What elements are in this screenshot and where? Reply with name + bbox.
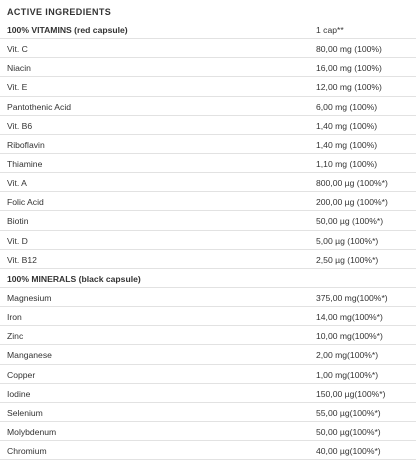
ingredient-amount: 5,00 µg (100%*) [316,235,379,246]
ingredient-name: Iron [7,312,22,323]
ingredient-name: Biotin [7,216,29,227]
ingredient-name: Magnesium [7,292,52,303]
vitamins-header-label: 100% VITAMINS (red capsule) [7,25,128,35]
table-row [0,39,416,58]
ingredient-amount: 375,00 mg(100%*) [316,292,388,303]
ingredient-name: Iodine [7,388,31,399]
table-row [0,154,416,173]
ingredient-amount: 80,00 mg (100%) [316,44,382,55]
ingredient-name: Copper [7,369,36,380]
ingredient-amount: 200,00 µg (100%*) [316,197,388,208]
ingredient-amount: 1,10 mg (100%) [316,158,378,169]
table-row [0,97,416,116]
minerals-header-label: 100% MINERALS (black capsule) [7,273,141,284]
table-row [0,365,416,384]
ingredients-table [0,20,416,460]
table-row [0,422,416,441]
ingredient-name: Vit. B6 [7,120,33,131]
ingredient-amount: 1,40 mg (100%) [316,120,378,131]
ingredient-amount: 14,00 mg(100%*) [316,312,383,323]
table-row [0,173,416,192]
ingredient-amount: 800,00 µg (100%*) [316,178,388,189]
table-row [0,384,416,403]
ingredient-amount: 1,40 mg (100%) [316,139,378,150]
ingredient-name: Folic Acid [7,197,44,208]
ingredient-name: Niacin [7,63,31,74]
table-row [0,326,416,345]
ingredient-amount: 40,00 µg(100%*) [316,446,381,457]
section-title: ACTIVE INGREDIENTS [7,7,112,17]
ingredient-name: Pantothenic Acid [7,101,72,112]
table-row [0,403,416,422]
ingredient-name: Zinc [7,331,24,342]
ingredient-name: Vit. D [7,235,28,246]
ingredient-amount: 2,50 µg (100%*) [316,254,379,265]
table-row [0,441,416,460]
ingredient-amount: 16,00 mg (100%) [316,63,382,74]
ingredient-amount: 50,00 µg(100%*) [316,426,381,437]
ingredient-name: Selenium [7,407,43,418]
table-row [0,116,416,135]
table-row [0,58,416,77]
ingredient-name: Thiamine [7,158,43,169]
ingredient-name: Vit. A [7,178,27,189]
ingredient-amount: 10,00 mg(100%*) [316,331,383,342]
vitamins-header-row [0,20,416,39]
ingredient-amount: 1,00 mg(100%*) [316,369,379,380]
table-row [0,211,416,230]
table-row [0,135,416,154]
ingredient-name: Riboflavin [7,139,45,150]
ingredient-amount: 2,00 mg(100%*) [316,350,379,361]
table-row [0,307,416,326]
table-row [0,77,416,96]
vitamins-header-dose: 1 cap** [316,25,344,35]
ingredient-amount: 55,00 µg(100%*) [316,407,381,418]
table-row [0,250,416,269]
ingredient-amount: 50,00 µg (100%*) [316,216,384,227]
ingredient-name: Manganese [7,350,52,361]
ingredient-name: Vit. C [7,44,28,55]
ingredient-amount: 150,00 µg(100%*) [316,388,386,399]
table-row [0,288,416,307]
ingredient-amount: 6,00 mg (100%) [316,101,378,112]
ingredient-name: Vit. B12 [7,254,37,265]
ingredient-name: Vit. E [7,82,28,93]
ingredient-name: Chromium [7,446,47,457]
table-row [0,192,416,211]
minerals-header-row [0,269,416,288]
table-row [0,345,416,364]
ingredient-amount: 12,00 mg (100%) [316,82,382,93]
ingredient-name: Molybdenum [7,426,57,437]
table-row [0,231,416,250]
